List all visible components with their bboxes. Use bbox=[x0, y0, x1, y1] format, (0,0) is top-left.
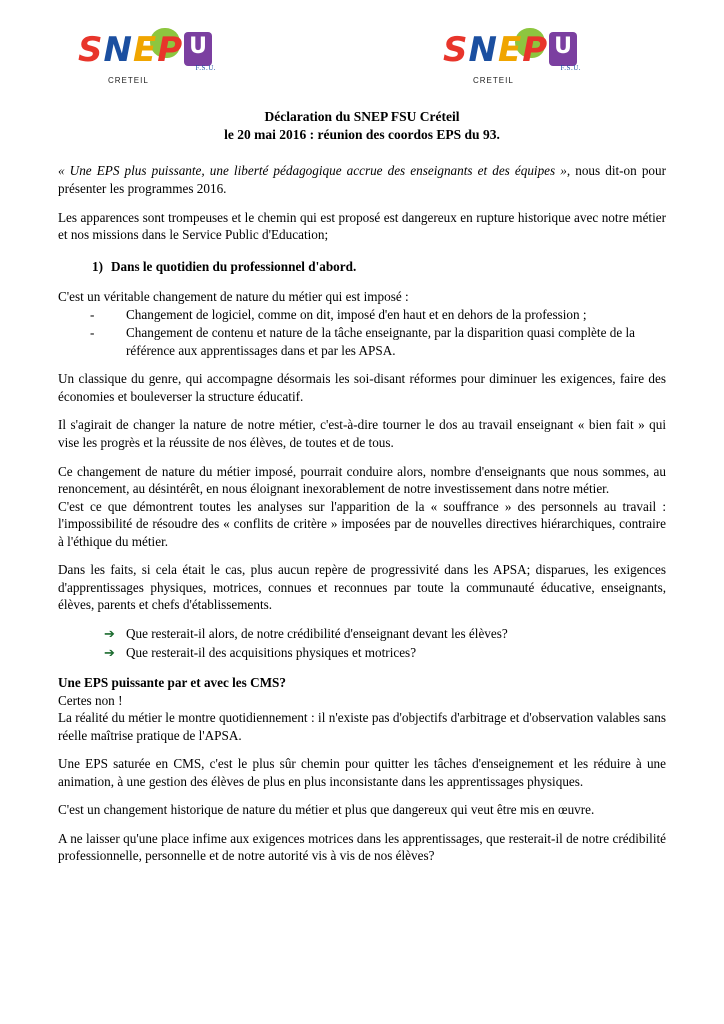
section-1-paragraph-2: Il s'agirait de changer la nature de notre métier, c'est-à-dire tourner le dos au travail enseignant « bien fait » qui vise les progrès et la réussite de nos élèves, de toutes et de tous. bbox=[58, 417, 666, 450]
letter-p: P bbox=[522, 30, 549, 70]
title-line-1: Déclaration du SNEP FSU Créteil bbox=[264, 109, 460, 124]
section-1-paragraph-5: Dans les faits, si cela était le cas, plus aucun repère de progressivité dans les APSA; disparues, les exigences d'apprentissages physiques, motrices, connues et reconnues par toute la communauté éducative, enseignants, élèves, parents et chefs d'établissements. bbox=[58, 562, 666, 613]
intro-quote-tail: , nous dit-on pour présenter les programmes 2016. bbox=[58, 163, 666, 196]
section-2-paragraph-2: C'est un changement historique de nature du métier et plus que dangereux qui veut être mis en œuvre. bbox=[58, 802, 595, 818]
section-1-heading bbox=[92, 258, 666, 276]
list-item bbox=[106, 306, 666, 324]
section-1-paragraph-4: C'est ce que démontrent toutes les analyses sur l'apparition de la « souffrance » des personnels au travail : l'impossibilité de résoudre des « conflits de critère » imposées par de nouvelles directives hiérarchiques, contraire à l'éthique du métier. bbox=[58, 498, 666, 549]
fsu-label: F.S.U. bbox=[560, 64, 581, 72]
section-1-arrow-list bbox=[58, 625, 666, 662]
document-title bbox=[58, 108, 666, 144]
letter-p: P bbox=[157, 30, 184, 70]
fsu-u-badge: U bbox=[549, 32, 577, 66]
creteil-caption: CRETEIL bbox=[473, 76, 514, 85]
bullet-text: - Changement de contenu et nature de la tâche enseignante, par la disparition quasi complète de la référence aux apprentissages dans et par les APSA. bbox=[126, 325, 635, 358]
section-2-heading: Une EPS puissante par et avec les CMS? bbox=[58, 675, 286, 691]
section-1-bullet-list bbox=[58, 306, 666, 360]
section-2-line-1: Certes non ! bbox=[58, 692, 123, 708]
list-item: ➔ Que resterait-il alors, de notre crédibilité d'enseignant devant les élèves? bbox=[126, 625, 666, 643]
logo-row bbox=[58, 30, 666, 100]
section-1-number: 1) bbox=[92, 258, 103, 274]
section-1-paragraph-3: Ce changement de nature du métier imposé, pourrait conduire alors, nombre d'enseignants que nous sommes, au renoncement, au désintérêt, en nous éloignant inexorablement de notre investissement dans notre métier. bbox=[58, 463, 666, 497]
bullet-text: - Changement de logiciel, comme on dit, imposé d'en haut et en dehors de la profession ; bbox=[126, 306, 587, 322]
intro-quote: « Une EPS plus puissante, une liberté pédagogique accrue des enseignants et des équipes » bbox=[58, 163, 567, 179]
section-1-heading-text: Dans le quotidien du professionnel d'abord. bbox=[111, 258, 357, 274]
title-line-2: le 20 mai 2016 : réunion des coordos EPS du 93. bbox=[224, 127, 500, 143]
list-item bbox=[106, 324, 666, 359]
letter-e: E bbox=[497, 30, 523, 70]
letter-s: S bbox=[443, 30, 469, 70]
intro-paragraph-2: Les apparences sont trompeuses et le chemin qui est proposé est dangereux en rupture historique avec notre métier et nos missions dans le Service Public d'Education; bbox=[58, 209, 666, 243]
section-2-line-2: La réalité du métier le montre quotidiennement : il n'existe pas d'objectifs d'arbitrage et d'observation valables sans réelle maîtrise pratique de l'APSA. bbox=[58, 710, 666, 743]
section-2-paragraph-1: Une EPS saturée en CMS, c'est le plus sûr chemin pour quitter les tâches d'enseignement et les réduire à une animation, à une gestion des élèves de plus en plus inconsistante dans les apprentissages physiques. bbox=[58, 756, 666, 789]
section-2-paragraph-3: A ne laisser qu'une place infime aux exigences motrices dans les apprentissages, que resterait-il de notre crédibilité professionnelle, personnelle et de notre autorité vis à vis de nos élèves? bbox=[58, 830, 666, 864]
letter-n: N bbox=[103, 30, 133, 70]
creteil-caption: CRETEIL bbox=[108, 76, 149, 85]
letter-n: N bbox=[468, 30, 498, 70]
letter-e: E bbox=[132, 30, 158, 70]
intro-paragraph-1 bbox=[58, 162, 666, 197]
snep-fsu-creteil-logo-left bbox=[78, 30, 218, 92]
section-1-paragraph-1: Un classique du genre, qui accompagne désormais les soi-disant réformes pour diminuer les exigences, faire des économies et bouleverser la structure éducatif. bbox=[58, 371, 666, 404]
fsu-u-badge: U bbox=[184, 32, 212, 66]
section-1-lead: C'est un véritable changement de nature du métier qui est imposé : bbox=[58, 289, 409, 305]
snep-fsu-creteil-logo-right bbox=[443, 30, 583, 92]
list-item: ➔ Que resterait-il des acquisitions physiques et motrices? bbox=[126, 644, 666, 662]
document-body bbox=[58, 162, 666, 865]
letter-s: S bbox=[78, 30, 104, 70]
fsu-label: F.S.U. bbox=[195, 64, 216, 72]
